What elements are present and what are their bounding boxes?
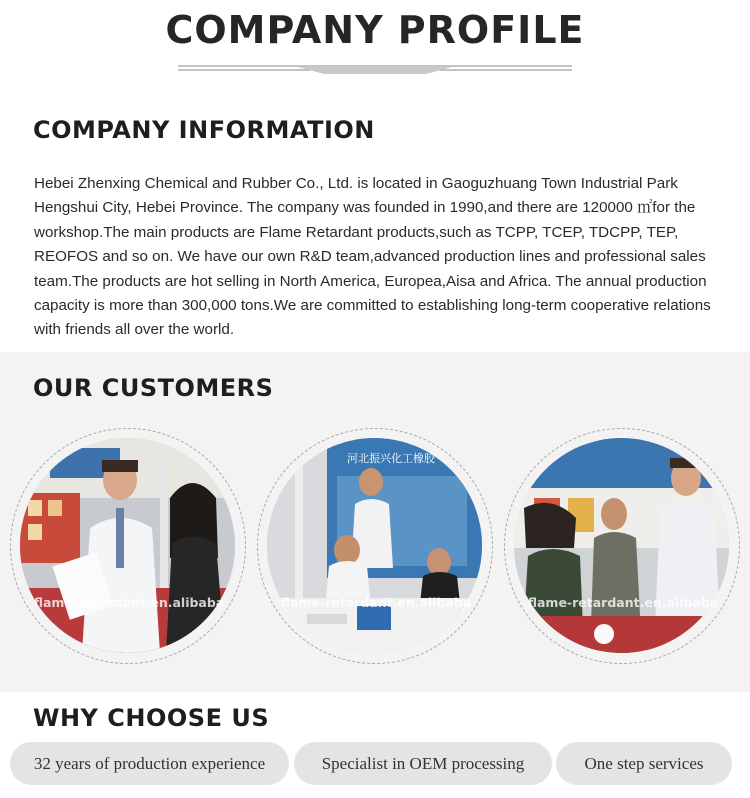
why-choose-us-heading: WHY CHOOSE US	[33, 704, 270, 732]
customer-photo-2	[257, 428, 493, 664]
feature-pill-one-step-services: One step services	[556, 742, 732, 785]
photo-watermark: flame-retardant.en.alibaba	[280, 595, 472, 610]
photo-watermark: flame-retardant.en.alibaba	[33, 595, 225, 610]
trade-show-photo-1	[20, 438, 235, 653]
title-underline-decoration	[178, 64, 572, 74]
company-information-paragraph: Hebei Zhenxing Chemical and Rubber Co., Ltd. is located in Gaoguzhuang Town Industrial Park Hengshui City, Hebei Province. The company was founded in 1990,and there are 120000 ㎡for the workshop.The main products are Flame Retardant products,such as TCPP, TCEP, TDCPP, TEP, REOFOS and so on. We have our own R&D team,advanced production lines and professional sales team.The products are hot selling in North America, Europea,Aisa and Africa. The annual production capacity is more than 300,000 tons.We are committed to establishing long-term cooperative relations with friends all over the world.	[34, 175, 711, 339]
customer-photo-3	[504, 428, 740, 664]
customer-photo-1	[10, 428, 246, 664]
booth-sign-text: 河北振兴化工橡胶	[347, 452, 435, 465]
company-information-heading: COMPANY INFORMATION	[33, 116, 375, 144]
feature-pill-production-experience: 32 years of production experience	[10, 742, 289, 785]
our-customers-heading: OUR CUSTOMERS	[33, 374, 274, 402]
feature-pill-oem-processing: Specialist in OEM processing	[294, 742, 552, 785]
trade-show-photo-2	[267, 438, 482, 653]
page-title: COMPANY PROFILE	[165, 8, 585, 52]
photo-watermark: flame-retardant.en.alibaba	[527, 595, 719, 610]
trade-show-photo-3	[514, 438, 729, 653]
